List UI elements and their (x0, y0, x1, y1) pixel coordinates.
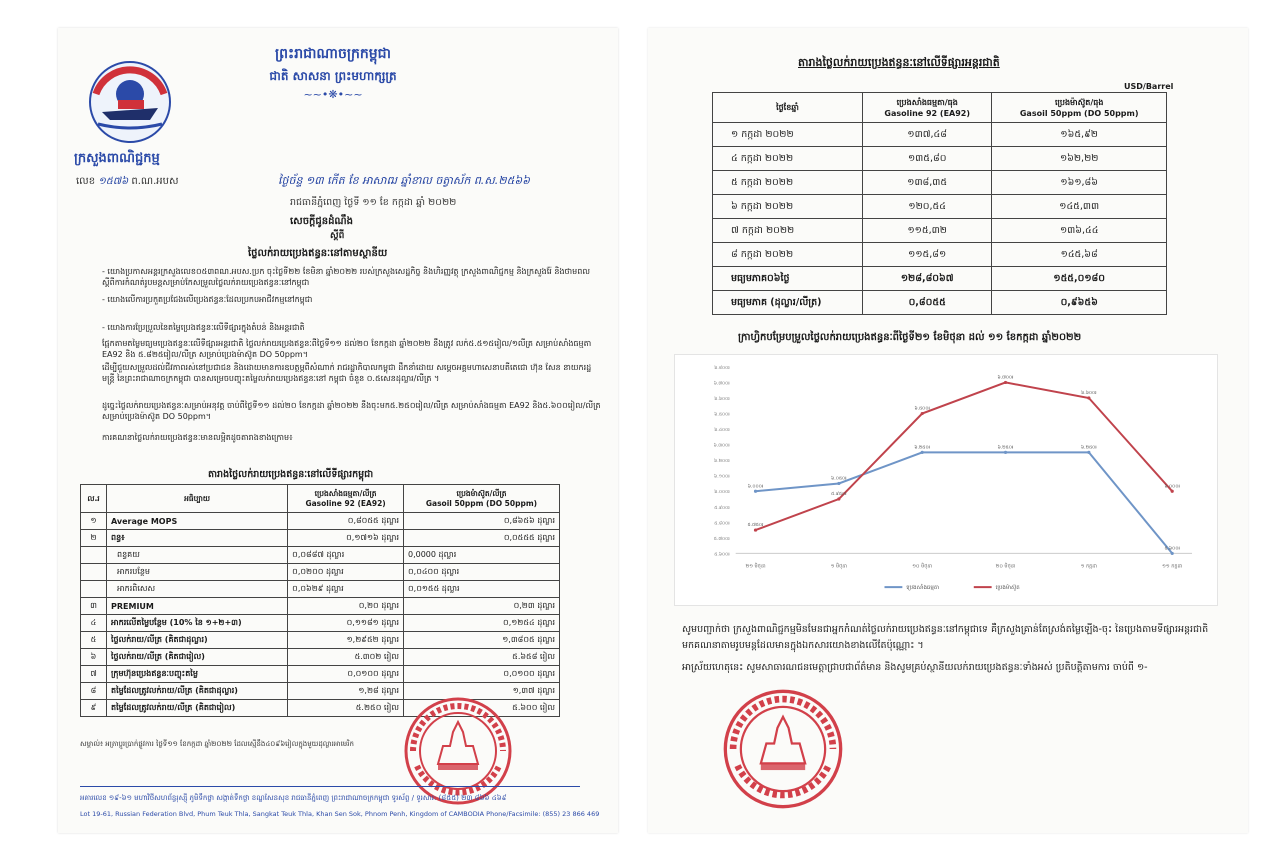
data-label: ៦.៦០០៛ (1081, 391, 1097, 397)
kingdom-title: ព្រះរាជាណាចក្រកម្ពុជា (274, 46, 391, 62)
table-row: ៨ តម្លៃដែលត្រូវលក់រាយ/លីត្រ (គិតជាដុល្លារ) ១,២៨ ដុល្លារ ១,៣៧ ដុល្លារ (81, 683, 560, 700)
right-document-page (648, 28, 1248, 833)
table-row: ៦ កក្កដា ២០២២ ១២០,៥៤ ១៤៥,៣៣ (713, 195, 1167, 219)
column-header-gasoline: ប្រេងសាំងធម្មតា/លីត្រ Gasoline 92 (EA92) (288, 485, 404, 513)
table-row: ៣ PREMIUM ០,២០ ដុល្លារ ០,២៣ ដុល្លារ (81, 598, 560, 615)
data-label: ៦.០៥០៛ (831, 476, 847, 482)
data-label: ៦.២៥០៛ (1081, 445, 1097, 451)
data-label: ៦.២៥០៛ (997, 445, 1014, 451)
data-point (754, 490, 757, 493)
y-tick-label: ៦.៦០០៛ (714, 396, 730, 402)
table-row: ៧ កក្កដា ២០២២ ១១៥,៣២ ១៣៦,៤៤ (713, 219, 1167, 243)
ministry-name: ក្រសួងពាណិជ្ជកម្ម (74, 151, 160, 166)
table-row: ៧ ក្រុមហ៊ុនប្រេងឥន្ធនៈបញ្ចុះតម្លៃ ០,០១០០ ដុល្លារ ០,០១០០ ដុល្លារ (81, 666, 560, 683)
table-row: ២ ពន្ធ៖ ០,១៧១៦ ដុល្លារ ០,០៥៥៥ ដុល្លារ (81, 530, 560, 547)
international-price-table-title: តារាងថ្លៃលក់រាយប្រេងឥន្ធនៈនៅលើទីផ្សារអន្តរជាតិ (798, 56, 1000, 69)
domestic-price-table-title: តារាងថ្លៃលក់រាយប្រេងឥន្ធនៈនៅលើទីផ្សារកម្ពុជា (208, 469, 374, 480)
table-row: ១ Average MOPS ០,៨០៥៥ ដុល្លារ ០,៨៦៥៦ ដុល្លារ (81, 513, 560, 530)
international-price-table (712, 92, 1167, 315)
footer-divider (80, 786, 580, 787)
closing-paragraph: អាស្រ័យហេតុនេះ សូមសាធារណជនមេត្តាជ្រាបជាព័ត៌មាន និងសូមគ្រប់ស្ថានីយលក់រាយប្រេងឥន្ធនៈទាំងអស់ ប្រតិបត្តិតាមការ ចាប់ពី ១- (682, 662, 1148, 673)
official-seal-stamp (403, 696, 513, 806)
table-row: ពន្ធគយ ០,០៨៨៧ ដុល្លារ 0,0000 ដុល្លារ (81, 547, 560, 564)
x-tick-label: ១០ មិថុនា (912, 563, 933, 570)
table-row: អាករបន្ថែម ០,០២០០ ដុល្លារ ០,០៤០០ ដុល្លារ (81, 564, 560, 581)
y-tick-label: ៦.៥០០៛ (714, 412, 730, 418)
table-row: ៥ កក្កដា ២០២២ ១៣៨,៣៥ ១៦១,៨៦ (713, 171, 1167, 195)
y-tick-label: ៦.៨០០៛ (714, 365, 730, 371)
data-point (1004, 381, 1007, 384)
data-point (1171, 490, 1174, 493)
unit-label: USD/Barrel (1124, 82, 1174, 91)
data-point (921, 451, 924, 454)
data-label: ៦.២៥០៛ (914, 445, 931, 451)
data-point (921, 412, 924, 415)
y-tick-label: ៦.៣០០៛ (713, 443, 730, 449)
x-tick-label: ១១ កក្កដា (1162, 563, 1183, 570)
data-label: ៦.០០០៛ (1164, 484, 1180, 490)
column-header-gasoline: ប្រេងសាំងធម្មតា/ធុង Gasoline 92 (EA92) (863, 93, 992, 123)
data-point (837, 482, 840, 485)
body-paragraph: - យោងការប្រែប្រួលនៃតម្លៃប្រេងឥន្ធនៈលើទីផ្សារក្នុងតំបន់ និងអន្តរជាតិ (102, 323, 305, 332)
y-tick-label: ៦.៧០០៛ (713, 381, 730, 387)
table-row: ៥ ថ្លៃលក់រាយ/លីត្រ (គិតជាដុល្លារ) ១,២៩៥២ ដុល្លារ ១,៣៨០៥ ដុល្លារ (81, 632, 560, 649)
table-row: ៤ កក្កដា ២០២២ ១៣៥,៨០ ១៦២,២២ (713, 147, 1167, 171)
footer-address-english: Lot 19-61, Russian Federation Blvd, Phum Teuk Thla, Sangkat Teuk Thla, Khan Sen Sok, Phnom Penh, Kingdom of CAMBODIA Phone/Facsimile: (855) 23 866 469 (80, 810, 600, 818)
series-line-1 (756, 452, 1173, 553)
body-paragraph: ការគណនាថ្លៃលក់រាយប្រេងឥន្ធនៈមានលម្អិតដូចតារាងខាងក្រោម៖ (102, 433, 293, 442)
body-paragraph: ដើម្បីជួយសម្រួលដល់ជីវភាពរស់នៅប្រជាជន និងដោយមានការឧបត្ថម្ភពីសំណាក់ រាជរដ្ឋាភិបាលកម្ពុជា ដឹកនាំដោយ សម្តេចអគ្គមហាសេនាបតីតេជោ ហ៊ុន សែន នាយករដ្ឋមន្ត្រី នៃព្រះរាជាណាចក្រកម្ពុជា បានសម្រេចបញ្ចុះតម្លៃលក់រាយប្រេងឥន្ធនៈនៅ កម្ពុជា ចំនួន ០.៥សេនដុល្លារ/លីត្រ ។ (102, 363, 592, 383)
series-line-2 (756, 382, 1173, 530)
data-label: ៥.៦០០៛ (1164, 546, 1180, 552)
data-point (754, 529, 757, 532)
x-tick-label: ១ កក្កដា (1080, 563, 1098, 570)
y-tick-label: ៥.៨០០៛ (714, 521, 730, 527)
average-per-litre-row: មធ្យមភាគ (ដុល្លារ/លីត្រ) ០,៨០៥៥ ០,៩៦៥៦ (713, 291, 1167, 315)
closing-paragraph: សូមបញ្ជាក់ថា ក្រសួងពាណិជ្ជកម្មមិនមែនជាអ្នកកំណត់ថ្លៃលក់រាយប្រេងឥន្ធនៈនៅកម្ពុជាទេ គឺក្រសួងគ្រាន់តែស្រង់តម្លៃឡើង-ចុះ នៃប្រេងតាមទីផ្សារអន្តរជាតិ មកគណនាតាមរូបមន្តដែលមានក្នុងឯកសារយោងខាងលើតែប៉ុណ្ណោះ ។ (682, 624, 1209, 651)
exchange-rate-note: សម្គាល់៖ អត្រាប្តូរប្រាក់ផ្លូវការ ថ្ងៃទី១១ ខែកក្កដា ឆ្នាំ២០២២ ដែលស្មើនឹង៤០៩៦រៀលក្នុងមួយដុល្លារអាមេរិក (80, 740, 354, 748)
column-header-date: ថ្ងៃខែឆ្នាំ (713, 93, 863, 123)
official-seal-stamp (722, 688, 844, 810)
x-tick-label: ១ មិថុនា (830, 563, 848, 570)
chart-title: ក្រាហ្វិកបម្រែបម្រួលថ្លៃលក់រាយប្រេងឥន្ធនៈពីថ្ងៃទី២១ ខែមិថុនា ដល់ ១១ ខែកក្កដា ឆ្នាំ២០២២ (738, 332, 1082, 343)
y-tick-label: ៦.០០០៛ (714, 490, 730, 496)
y-tick-label: ៥.៧០០៛ (713, 536, 730, 542)
left-document-page (58, 28, 618, 833)
header-ornament: ~~•❋•~~ (303, 88, 363, 101)
lunar-date: ថ្ងៃច័ន្ទ ១៣ កើត ខែ អាសាឍ ឆ្នាំខាល ចត្វាស័ក ព.ស.២៥៦៦ (278, 174, 530, 187)
reference-number: លេខ ១៥៧៦ ព.ណ.អបស (76, 176, 179, 187)
table-row: ៤ អាករលើតម្លៃបន្ថែម (10% នៃ ១+២+៣) ០,១១៨១ ដុល្លារ ០,១២៥៤ ដុល្លារ (81, 615, 560, 632)
document-kind: សេចក្តីជូនដំណឹង (290, 216, 353, 227)
domestic-price-table (80, 484, 560, 717)
issue-date: រាជធានីភ្នំពេញ ថ្ងៃទី ១១ ខែ កក្កដា ឆ្នាំ ២០២២ (290, 197, 457, 208)
y-tick-label: ៥.៦០០៛ (714, 552, 730, 558)
y-tick-label: ៥.៩០០៛ (714, 505, 730, 511)
data-label: ៥.៧៥០៛ (747, 523, 764, 529)
data-label: ៦.៥០០៛ (914, 406, 930, 412)
data-label: ៥.៩៥០៛ (831, 492, 847, 498)
table-row: អាករពិសេស ០,០៦២៩ ដុល្លារ ០,០១៥៥ ដុល្លារ (81, 581, 560, 598)
x-tick-label: ២០ មិថុនា (995, 563, 1016, 570)
body-paragraph: - យោងប្រកាសអន្តរក្រសួងលេខ០៥៣ពណ.អបស.ប្រក ចុះថ្ងៃទី២២ ខែមិនា ឆ្នាំ២០២២ របស់ក្រសួងសេដ្ឋកិច្ច និងហិរញ្ញវត្ថុ ក្រសួងពាណិជ្ជកម្ម និងក្រសួងរ៉ែ និងថាមពល ស្តីពីការកំណត់រូបមន្តសម្រាប់កែសម្រួលថ្លៃលក់រាយប្រេងឥន្ធនៈនៅកម្ពុជា (102, 267, 590, 287)
body-paragraph: - យោងលើការប្រកួតប្រជែងលើប្រេងឥន្ធនៈដែលប្រកបអាជីវកម្មនៅកម្ពុជា (102, 295, 313, 304)
y-tick-label: ៦.៤០០៛ (714, 428, 730, 434)
table-header-row (713, 93, 1167, 123)
body-paragraph: ដូច្នេះថ្លៃលក់រាយប្រេងឥន្ធនៈសម្រាប់អនុវត្ត ចាប់ពីថ្ងៃទី១១ ដល់២០ ខែកក្កដា ឆ្នាំ២០២២ នឹងចុះមក៥.២៥០រៀល/លីត្រ សម្រាប់សាំងធម្មតា EA92 និង៥.៦០០រៀល/លីត្រ សម្រាប់ប្រេងម៉ាស៊ូត DO 50ppm។ (102, 401, 601, 421)
price-trend-line-chart (674, 354, 1218, 606)
table-header-row (81, 485, 560, 513)
table-row: ៦ ថ្លៃលក់រាយ/លីត្រ (គិតជារៀល) ៥.៣០២ រៀល ៥.៦៥៨ រៀល (81, 649, 560, 666)
column-header-description: អធិប្បាយ (107, 485, 288, 513)
legend-label: ប្រេងសាំងធម្មតា (906, 585, 940, 592)
table-row: ៩ តម្លៃដែលត្រូវលក់រាយ/លីត្រ (គិតជារៀល) ៥.២៥០ រៀល ៥.៦០០ រៀល (81, 700, 560, 717)
kingdom-motto: ជាតិ សាសនា ព្រះមហាក្សត្រ (269, 69, 397, 83)
data-point (1004, 451, 1007, 454)
data-label: ៦.៧០០៛ (997, 375, 1014, 381)
y-tick-label: ៦.២០០៛ (714, 459, 730, 465)
x-tick-label: ២១ មិថុនា (745, 563, 766, 570)
table-row: ១ កក្កដា ២០២២ ១៣៧,៤៨ ១៦៥,៩២ (713, 123, 1167, 147)
data-point (1087, 451, 1090, 454)
table-row: ៨ កក្កដា ២០២២ ១១៥,៨១ ១៤៥,៦៨ (713, 243, 1167, 267)
y-tick-label: ៦.១០០៛ (714, 474, 730, 480)
column-header-gasoil: ប្រេងម៉ាស៊ូត/ធុង Gasoil 50ppm (DO 50ppm) (992, 93, 1167, 123)
footer-address-khmer: អគារលេខ ១៩-៦១ មហាវិថីសហព័ន្ធរុស្ស៊ី ភូមិទឹកថ្លា សង្កាត់ទឹកថ្លា ខណ្ឌសែនសុខ រាជធានីភ្នំពេញ ព្រះរាជាណាចក្រកម្ពុជា ទូរស័ព្ទ / ទូរសារ: (៨៥៥) ២៣ ៨៦៦ ៤៦៩ (80, 794, 507, 802)
ministry-of-commerce-logo (88, 60, 172, 144)
body-paragraph: ផ្អែកតាមតម្លៃមធ្យមប្រេងឥន្ធនៈលើទីផ្សារអន្តរជាតិ ថ្លៃលក់រាយប្រេងឥន្ធនៈពីថ្ងៃទី១១ ដល់២០ ខែកក្កដា ឆ្នាំ២០២២ នឹងត្រូវ លក់៥.៥១៥រៀល/១លីត្រ សម្រាប់សាំងធម្មតា EA92 និង ៥.៨២៥រៀល/លីត្រ សម្រាប់ប្រេងម៉ាស៊ូត DO 50ppm។ (102, 339, 592, 359)
legend-label: ប្រេងម៉ាស៊ូត (995, 585, 1020, 592)
data-point (1087, 396, 1090, 399)
document-about: ស្តីពី (330, 231, 345, 241)
column-header-no: ល.រ (81, 485, 107, 513)
document-subject: ថ្លៃលក់រាយប្រេងឥន្ធនៈនៅតាមស្ថានីយ (248, 248, 388, 259)
column-header-gasoil: ប្រេងម៉ាស៊ូត/លីត្រ Gasoil 50ppm (DO 50ppm) (403, 485, 559, 513)
data-label: ៦.០០០៛ (747, 484, 764, 490)
average-row: មធ្យមភាគ០៦ថ្ងៃ ១២៨,៨០៦៧ ១៥៥,០១៨០ (713, 267, 1167, 291)
data-point (837, 497, 840, 500)
data-point (1171, 552, 1174, 555)
